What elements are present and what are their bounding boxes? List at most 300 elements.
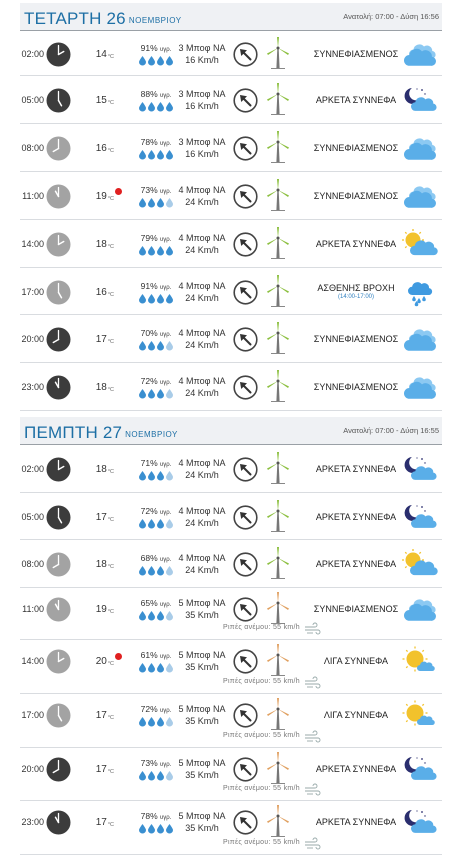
humidity-value: 72% <box>140 376 158 386</box>
weather-period: (14:00-17:00) <box>337 294 375 300</box>
temperature-unit: °C <box>107 196 114 202</box>
wind-info <box>172 810 232 834</box>
wind-gust-icon <box>304 786 320 795</box>
water-drop-icon <box>148 611 155 620</box>
weather-description: ΛΙΓΑ ΣΥΝΝΕΦΑ <box>323 710 389 720</box>
wind-info <box>172 42 232 66</box>
wind-direction-icon <box>233 88 258 113</box>
humidity-value: 61% <box>140 650 158 660</box>
water-drop-icon <box>139 611 146 620</box>
water-drop-icon <box>148 471 155 480</box>
wind-info <box>172 757 232 781</box>
temperature-value: 18 <box>95 559 107 570</box>
temperature-value: 18 <box>95 239 107 250</box>
wind-direction-icon <box>233 505 258 530</box>
water-drop-icon <box>139 519 146 528</box>
humidity-unit: υγρ. <box>160 762 172 768</box>
water-drop-icon <box>148 294 155 303</box>
weather-description: ΑΡΚΕΤΑ ΣΥΝΝΕΦΑ <box>315 817 397 827</box>
day-header <box>20 3 442 31</box>
temperature-unit: °C <box>107 517 114 523</box>
weather-description: ΑΡΚΕΤΑ ΣΥΝΝΕΦΑ <box>315 512 397 522</box>
wind-speed: 24 Km/h <box>185 197 219 207</box>
wind-speed: 24 Km/h <box>185 293 219 303</box>
water-drop-icon <box>139 717 146 726</box>
weather-description: ΣΥΝΝΕΦΙΑΣΜΕΝΟΣ <box>313 143 399 153</box>
wind-direction-icon <box>233 184 258 209</box>
temperature <box>88 764 114 775</box>
clock-icon <box>46 649 71 674</box>
wind-gust: Ριπές ανέμου: 55 km/h <box>222 678 300 685</box>
water-drop-icon <box>139 246 146 255</box>
humidity-unit: υγρ. <box>160 557 172 563</box>
wind-gust-icon <box>304 679 320 688</box>
temperature-value: 17 <box>95 334 107 345</box>
sunrise-sunset: Ανατολή: 07:00 - Δύση 16:55 <box>343 426 439 435</box>
weather-description: ΣΥΝΝΕΦΙΑΣΜΕΝΟΣ <box>313 49 399 59</box>
sun-cloud-icon <box>403 230 435 258</box>
day-name: ΠΕΜΠΤΗ 27 <box>24 423 123 442</box>
temperature-value: 17 <box>95 710 107 721</box>
hour-row <box>20 124 442 172</box>
wind-info <box>172 184 232 208</box>
weather-description: ΑΡΚΕΤΑ ΣΥΝΝΕΦΑ <box>315 95 397 105</box>
moon-cloud-icon <box>403 503 435 531</box>
water-drop-icon <box>139 56 146 65</box>
wind-turbine-icon <box>266 592 290 624</box>
wind-direction-icon <box>233 42 258 67</box>
wind-direction-icon <box>233 552 258 577</box>
temperature <box>88 464 114 475</box>
cloudy-icon <box>403 373 435 401</box>
temperature-value: 19 <box>95 191 107 202</box>
wind-gust: Ριπές ανέμου: 55 km/h <box>222 839 300 846</box>
day-title <box>24 9 182 29</box>
wind-turbine-icon <box>266 227 290 259</box>
wind-info <box>172 280 232 304</box>
humidity-value: 72% <box>140 704 158 714</box>
water-drop-icon <box>148 150 155 159</box>
humidity-value: 78% <box>140 811 158 821</box>
wind-beaufort: 4 Μποφ ΝΑ <box>178 328 226 338</box>
wind-turbine-icon <box>266 37 290 69</box>
wind-info <box>172 597 232 621</box>
wind-turbine-icon <box>266 547 290 579</box>
day-month: ΝΟΕΜΒΡΙΟΥ <box>125 430 178 439</box>
water-drop-icon <box>157 246 164 255</box>
wind-turbine-icon <box>266 275 290 307</box>
wind-speed: 35 Km/h <box>185 770 219 780</box>
time-label: 02:00 <box>21 464 44 474</box>
time-label: 14:00 <box>21 656 44 666</box>
humidity-unit: υγρ. <box>160 380 172 386</box>
humidity-unit: υγρ. <box>160 189 172 195</box>
hour-row <box>20 540 442 588</box>
wind-turbine-icon <box>266 322 290 354</box>
clock-icon <box>46 810 71 835</box>
moon-cloud-icon <box>403 86 435 114</box>
water-drop-icon <box>148 663 155 672</box>
temperature-value: 19 <box>95 604 107 615</box>
wind-turbine-icon <box>266 131 290 163</box>
weather-description: ΣΥΝΝΕΦΙΑΣΜΕΝΟΣ <box>313 382 399 392</box>
clock-icon <box>46 136 71 161</box>
clock-icon <box>46 280 71 305</box>
water-drop-icon <box>157 56 164 65</box>
temperature <box>88 239 114 250</box>
hour-row <box>20 640 442 694</box>
temperature-value: 14 <box>95 49 107 60</box>
temperature-unit: °C <box>107 339 114 345</box>
temperature-value: 17 <box>95 512 107 523</box>
clock-icon <box>46 597 71 622</box>
humidity-value: 91% <box>140 43 158 53</box>
clock-icon <box>46 757 71 782</box>
temperature <box>88 287 114 298</box>
water-drop-icon <box>148 519 155 528</box>
wind-direction-icon <box>233 280 258 305</box>
humidity-unit: υγρ. <box>160 510 172 516</box>
moon-cloud-icon <box>403 755 435 783</box>
water-drop-icon <box>157 341 164 350</box>
day-title <box>24 423 178 443</box>
humidity-value: 72% <box>140 506 158 516</box>
temperature <box>88 382 114 393</box>
wind-beaufort: 5 Μποφ ΝΑ <box>178 650 226 660</box>
wind-direction-icon <box>233 457 258 482</box>
wind-info <box>172 327 232 351</box>
temperature-value: 18 <box>95 464 107 475</box>
water-drop-icon <box>157 663 164 672</box>
wind-beaufort: 4 Μποφ ΝΑ <box>178 185 226 195</box>
wind-turbine-icon <box>266 752 290 784</box>
water-drop-icon <box>139 663 146 672</box>
temperature <box>88 817 114 828</box>
wind-info <box>172 457 232 481</box>
time-label: 08:00 <box>21 143 44 153</box>
wind-beaufort: 4 Μποφ ΝΑ <box>178 506 226 516</box>
water-drop-icon <box>139 150 146 159</box>
wind-speed: 24 Km/h <box>185 470 219 480</box>
humidity-unit: υγρ. <box>160 462 172 468</box>
water-drop-icon <box>148 102 155 111</box>
cloudy-icon <box>403 40 435 68</box>
wind-direction-icon <box>233 810 258 835</box>
wind-beaufort: 5 Μποφ ΝΑ <box>178 811 226 821</box>
wind-direction-icon <box>233 649 258 674</box>
temperature-unit: °C <box>107 609 114 615</box>
time-label: 20:00 <box>21 764 44 774</box>
temperature-unit: °C <box>107 769 114 775</box>
clock-icon <box>46 375 71 400</box>
wind-speed: 16 Km/h <box>185 101 219 111</box>
water-drop-icon <box>157 198 164 207</box>
wind-direction-icon <box>233 375 258 400</box>
water-drop-icon <box>148 771 155 780</box>
rain-icon <box>403 278 435 306</box>
hour-row <box>20 801 442 855</box>
clock-icon <box>46 505 71 530</box>
wind-beaufort: 4 Μποφ ΝΑ <box>178 281 226 291</box>
day-month: ΝΟΕΜΒΡΙΟΥ <box>128 16 182 25</box>
temperature-unit: °C <box>107 54 114 60</box>
temperature <box>88 191 114 202</box>
water-drop-icon <box>157 150 164 159</box>
humidity-unit: υγρ. <box>160 815 172 821</box>
wind-direction-icon <box>233 327 258 352</box>
water-drop-icon <box>139 471 146 480</box>
wind-gust-icon <box>304 840 320 849</box>
water-drop-icon <box>157 102 164 111</box>
time-label: 17:00 <box>21 710 44 720</box>
wind-gust: Ριπές ανέμου: 55 km/h <box>222 624 300 631</box>
time-label: 05:00 <box>21 512 44 522</box>
temperature <box>88 604 114 615</box>
wind-info <box>172 375 232 399</box>
clock-icon <box>46 703 71 728</box>
temperature <box>88 656 114 667</box>
wind-info <box>172 136 232 160</box>
cloudy-icon <box>403 325 435 353</box>
humidity-value: 88% <box>140 89 158 99</box>
temperature-unit: °C <box>107 148 114 154</box>
temperature <box>88 143 114 154</box>
humidity-unit: υγρ. <box>160 93 172 99</box>
wind-direction-icon <box>233 232 258 257</box>
water-drop-icon <box>139 102 146 111</box>
time-label: 11:00 <box>22 604 44 614</box>
temperature <box>88 95 114 106</box>
water-drop-icon <box>157 717 164 726</box>
max-temp-dot-icon <box>115 653 122 660</box>
wind-speed: 35 Km/h <box>185 823 219 833</box>
temperature <box>88 334 114 345</box>
wind-gust: Ριπές ανέμου: 55 km/h <box>222 732 300 739</box>
sun-small-cloud-icon <box>403 647 435 675</box>
wind-beaufort: 3 Μποφ ΝΑ <box>178 137 226 147</box>
wind-speed: 24 Km/h <box>185 245 219 255</box>
temperature <box>88 512 114 523</box>
wind-turbine-icon <box>266 452 290 484</box>
temperature-value: 18 <box>95 382 107 393</box>
humidity-unit: υγρ. <box>160 141 172 147</box>
temperature-value: 16 <box>95 143 107 154</box>
temperature <box>88 559 114 570</box>
wind-speed: 24 Km/h <box>185 565 219 575</box>
wind-beaufort: 4 Μποφ ΝΑ <box>178 376 226 386</box>
clock-icon <box>46 184 71 209</box>
temperature-unit: °C <box>107 387 114 393</box>
weather-description: ΣΥΝΝΕΦΙΑΣΜΕΝΟΣ <box>313 334 399 344</box>
wind-beaufort: 5 Μποφ ΝΑ <box>178 758 226 768</box>
wind-speed: 16 Km/h <box>185 55 219 65</box>
clock-icon <box>46 88 71 113</box>
wind-beaufort: 4 Μποφ ΝΑ <box>178 233 226 243</box>
water-drop-icon <box>148 246 155 255</box>
moon-cloud-icon <box>403 808 435 836</box>
clock-icon <box>46 552 71 577</box>
wind-info <box>172 88 232 112</box>
humidity-value: 73% <box>140 758 158 768</box>
wind-turbine-icon <box>266 805 290 837</box>
wind-info <box>172 232 232 256</box>
wind-beaufort: 5 Μποφ ΝΑ <box>178 704 226 714</box>
wind-direction-icon <box>233 136 258 161</box>
temperature-value: 17 <box>95 764 107 775</box>
sun-cloud-icon <box>403 550 435 578</box>
hour-row <box>20 220 442 268</box>
day-name: ΤΕΤΑΡΤΗ 26 <box>24 9 126 28</box>
moon-cloud-icon <box>403 455 435 483</box>
time-label: 20:00 <box>21 334 44 344</box>
time-label: 11:00 <box>22 191 44 201</box>
water-drop-icon <box>148 824 155 833</box>
weather-description: ΑΡΚΕΤΑ ΣΥΝΝΕΦΑ <box>315 239 397 249</box>
water-drop-icon <box>139 198 146 207</box>
wind-speed: 24 Km/h <box>185 388 219 398</box>
humidity-unit: υγρ. <box>160 237 172 243</box>
wind-gust: Ριπές ανέμου: 55 km/h <box>222 785 300 792</box>
water-drop-icon <box>148 389 155 398</box>
sunrise-sunset: Ανατολή: 07:00 - Δύση 16:56 <box>343 12 439 21</box>
temperature-unit: °C <box>107 822 114 828</box>
temperature-unit: °C <box>107 469 114 475</box>
wind-info <box>172 552 232 576</box>
time-label: 23:00 <box>21 817 44 827</box>
weather-description: ΛΙΓΑ ΣΥΝΝΕΦΑ <box>323 656 389 666</box>
hour-row <box>20 588 442 640</box>
temperature-unit: °C <box>107 715 114 721</box>
temperature-unit: °C <box>107 292 114 298</box>
hour-row <box>20 268 442 315</box>
hour-row <box>20 315 442 363</box>
temperature-value: 17 <box>95 817 107 828</box>
cloudy-icon <box>403 134 435 162</box>
wind-beaufort: 4 Μποφ ΝΑ <box>178 553 226 563</box>
wind-beaufort: 5 Μποφ ΝΑ <box>178 598 226 608</box>
clock-icon <box>46 457 71 482</box>
wind-speed: 24 Km/h <box>185 340 219 350</box>
temperature-unit: °C <box>107 244 114 250</box>
humidity-unit: υγρ. <box>160 332 172 338</box>
humidity-unit: υγρ. <box>160 602 172 608</box>
humidity-value: 65% <box>140 598 158 608</box>
humidity-value: 73% <box>140 185 158 195</box>
time-label: 14:00 <box>21 239 44 249</box>
weather-description: ΣΥΝΝΕΦΙΑΣΜΕΝΟΣ <box>313 604 399 614</box>
wind-speed: 35 Km/h <box>185 610 219 620</box>
max-temp-dot-icon <box>115 188 122 195</box>
hour-row <box>20 363 442 411</box>
water-drop-icon <box>148 56 155 65</box>
cloudy-icon <box>403 595 435 623</box>
wind-turbine-icon <box>266 644 290 676</box>
clock-icon <box>46 327 71 352</box>
time-label: 08:00 <box>21 559 44 569</box>
weather-description: ΑΡΚΕΤΑ ΣΥΝΝΕΦΑ <box>315 559 397 569</box>
wind-info <box>172 505 232 529</box>
wind-direction-icon <box>233 703 258 728</box>
wind-turbine-icon <box>266 500 290 532</box>
humidity-value: 68% <box>140 553 158 563</box>
water-drop-icon <box>157 519 164 528</box>
wind-gust-icon <box>304 625 320 634</box>
wind-turbine-icon <box>266 698 290 730</box>
temperature-value: 15 <box>95 95 107 106</box>
hour-row <box>20 172 442 220</box>
temperature-unit: °C <box>107 100 114 106</box>
humidity-unit: υγρ. <box>160 47 172 53</box>
wind-speed: 16 Km/h <box>185 149 219 159</box>
temperature <box>88 49 114 60</box>
hour-row <box>20 748 442 801</box>
water-drop-icon <box>148 717 155 726</box>
hour-row <box>20 493 442 540</box>
wind-direction-icon <box>233 597 258 622</box>
temperature <box>88 710 114 721</box>
water-drop-icon <box>157 294 164 303</box>
wind-info <box>172 703 232 727</box>
temperature-unit: °C <box>107 564 114 570</box>
day-section <box>20 417 442 855</box>
water-drop-icon <box>157 771 164 780</box>
temperature-value: 16 <box>95 287 107 298</box>
water-drop-icon <box>157 566 164 575</box>
water-drop-icon <box>139 566 146 575</box>
water-drop-icon <box>157 471 164 480</box>
humidity-unit: υγρ. <box>160 654 172 660</box>
wind-speed: 35 Km/h <box>185 716 219 726</box>
hour-row <box>20 76 442 124</box>
water-drop-icon <box>139 771 146 780</box>
water-drop-icon <box>139 294 146 303</box>
water-drop-icon <box>139 824 146 833</box>
temperature-value: 20 <box>95 656 107 667</box>
humidity-unit: υγρ. <box>160 708 172 714</box>
water-drop-icon <box>148 566 155 575</box>
time-label: 17:00 <box>21 287 44 297</box>
water-drop-icon <box>148 198 155 207</box>
wind-turbine-icon <box>266 370 290 402</box>
wind-beaufort: 3 Μποφ ΝΑ <box>178 43 226 53</box>
water-drop-icon <box>157 389 164 398</box>
weather-description: ΑΡΚΕΤΑ ΣΥΝΝΕΦΑ <box>315 464 397 474</box>
day-section <box>20 3 442 411</box>
time-label: 23:00 <box>21 382 44 392</box>
clock-icon <box>46 42 71 67</box>
wind-direction-icon <box>233 757 258 782</box>
time-label: 05:00 <box>21 95 44 105</box>
humidity-value: 91% <box>140 281 158 291</box>
wind-gust-icon <box>304 733 320 742</box>
hour-row <box>20 694 442 748</box>
wind-speed: 24 Km/h <box>185 518 219 528</box>
water-drop-icon <box>139 389 146 398</box>
sun-small-cloud-icon <box>403 701 435 729</box>
wind-beaufort: 3 Μποφ ΝΑ <box>178 89 226 99</box>
cloudy-icon <box>403 182 435 210</box>
weather-description: ΑΣΘΕΝΗΣ ΒΡΟΧΗ <box>317 283 395 293</box>
wind-info <box>172 649 232 673</box>
wind-beaufort: 4 Μποφ ΝΑ <box>178 458 226 468</box>
humidity-value: 79% <box>140 233 158 243</box>
wind-speed: 35 Km/h <box>185 662 219 672</box>
weather-description: ΑΡΚΕΤΑ ΣΥΝΝΕΦΑ <box>315 764 397 774</box>
humidity-value: 71% <box>140 458 158 468</box>
weather-description: ΣΥΝΝΕΦΙΑΣΜΕΝΟΣ <box>313 191 399 201</box>
hour-row <box>20 31 442 76</box>
humidity-value: 70% <box>140 328 158 338</box>
